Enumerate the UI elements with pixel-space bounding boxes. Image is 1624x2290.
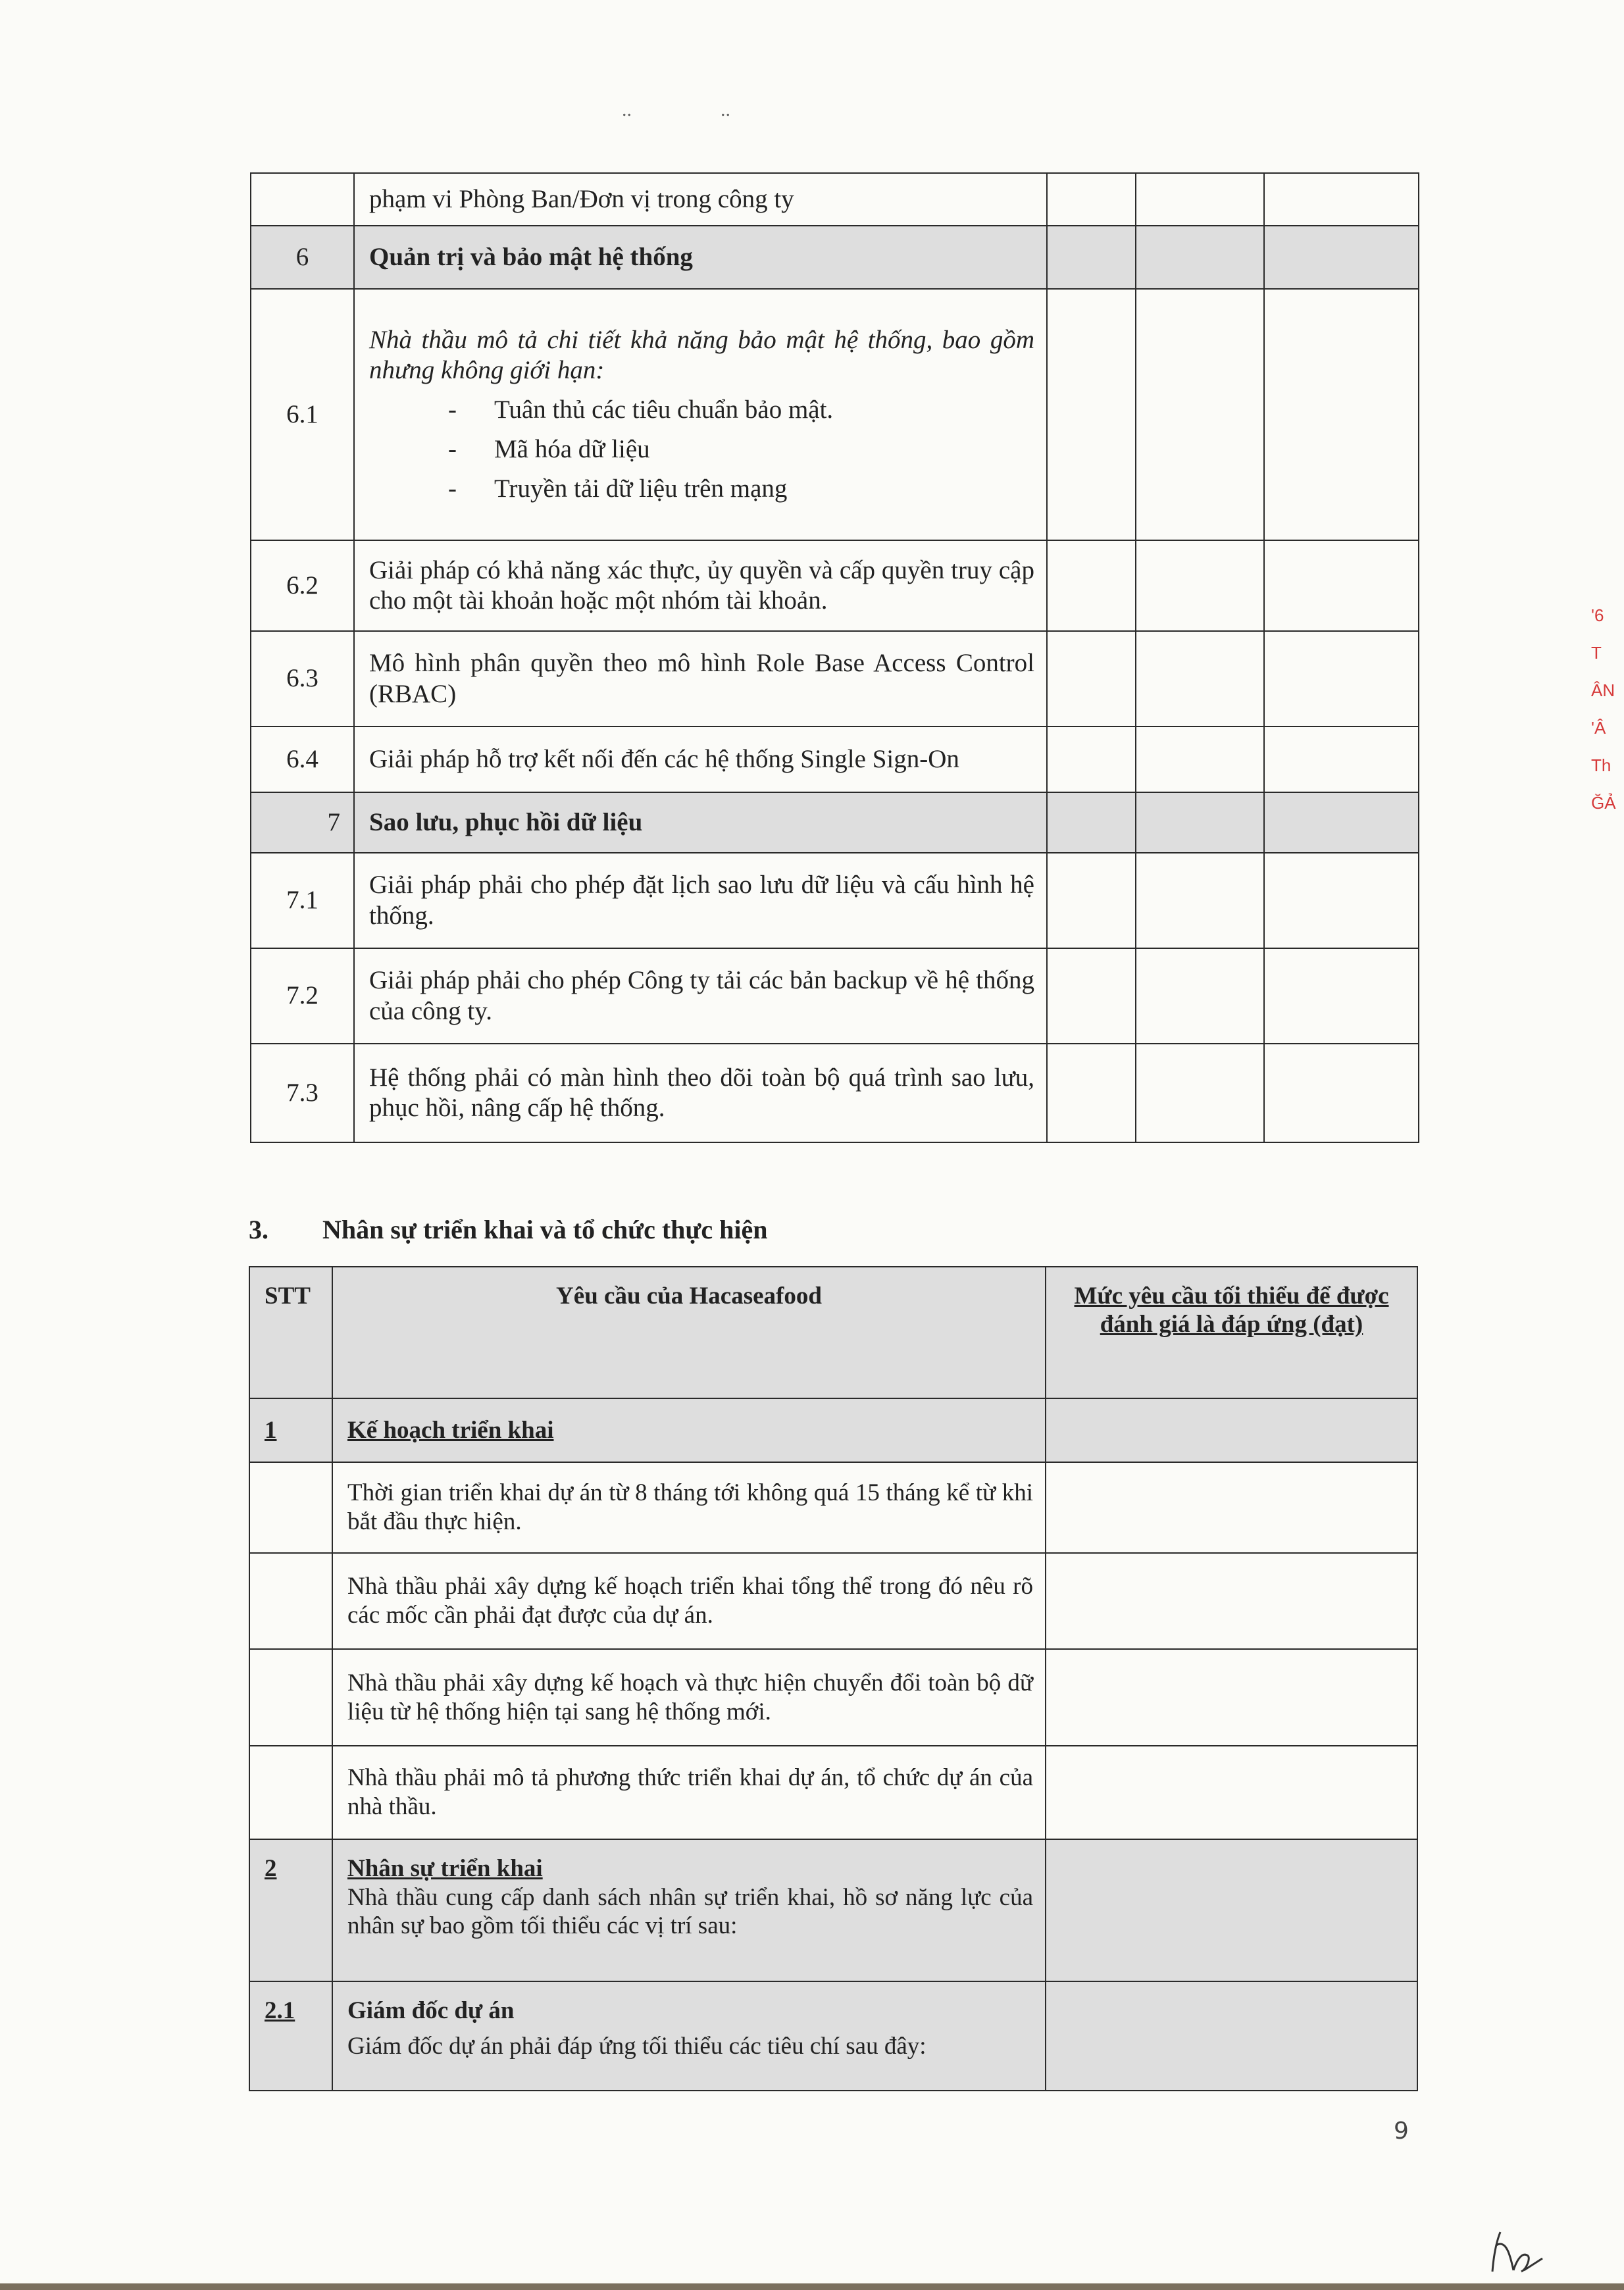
header-requirement: Yêu cầu của Hacaseafood: [332, 1267, 1046, 1398]
row-num: 1: [249, 1398, 332, 1462]
row-num: 7: [251, 792, 354, 853]
section-heading: [249, 1214, 768, 1245]
section-title: Sao lưu, phục hồi dữ liệu: [354, 792, 1047, 853]
row-num: 7.2: [251, 948, 354, 1044]
row-text: Giải pháp phải cho phép đặt lịch sao lưu dữ liệu và cấu hình hệ thống.: [354, 853, 1047, 948]
scan-bottom-edge: [0, 2283, 1624, 2290]
table-row: [249, 1553, 1417, 1649]
table-row-section-1: [249, 1398, 1417, 1462]
row-text: phạm vi Phòng Ban/Đơn vị trong công ty: [354, 173, 1047, 226]
row-text: Hệ thống phải có màn hình theo dõi toàn bộ quá trình sao lưu, phục hồi, nâng cấp hệ thống.: [354, 1044, 1047, 1142]
table-row-6-1: [251, 289, 1419, 540]
table-row-6-2: [251, 540, 1419, 631]
signature-initials: [1487, 2219, 1546, 2278]
row-text: Giải pháp có khả năng xác thực, ủy quyền và cấp quyền truy cập cho một tài khoản hoặc một nhóm tài khoản.: [354, 540, 1047, 631]
bullet-item: - Tuân thủ các tiêu chuẩn bảo mật.: [448, 395, 1034, 425]
row-text: Nhà thầu phải mô tả phương thức triển khai dự án, tổ chức dự án của nhà thầu.: [332, 1746, 1046, 1839]
row-num: 6.2: [251, 540, 354, 631]
bullet-dash: -: [448, 474, 457, 503]
table-row-6-4: [251, 726, 1419, 792]
section-title: Giám đốc dự án: [347, 1997, 515, 2024]
row-text: Mô hình phân quyền theo mô hình Role Base Access Control (RBAC): [354, 631, 1047, 726]
row-text: Nhà thầu phải xây dựng kế hoạch triển khai tổng thể trong đó nêu rõ các mốc cần phải đạt được của dự án.: [332, 1553, 1046, 1649]
section-title: Quản trị và bảo mật hệ thống: [354, 226, 1047, 289]
row-text: Giám đốc dự án phải đáp ứng tối thiểu các tiêu chí sau đây:: [347, 2032, 926, 2060]
requirements-table-personnel: [249, 1266, 1418, 2091]
section-number: 3.: [249, 1215, 268, 1244]
row-text: Nhà thầu phải xây dựng kế hoạch và thực hiện chuyển đổi toàn bộ dữ liệu từ hệ thống hiện tại sang hệ thống mới.: [332, 1649, 1046, 1746]
row-num: 6.4: [251, 726, 354, 792]
table-row: [249, 1649, 1417, 1746]
table-row-section-2-1: [249, 1981, 1417, 2091]
row-num: 2.1: [249, 1981, 332, 2091]
table-row-7-3: [251, 1044, 1419, 1142]
table-row-7-1: [251, 853, 1419, 948]
row-intro: Nhà thầu mô tả chi tiết khả năng bảo mật hệ thống, bao gồm nhưng không giới hạn:: [369, 325, 1034, 384]
row-num: 7.1: [251, 853, 354, 948]
row-text: Giải pháp hỗ trợ kết nối đến các hệ thống Single Sign-On: [354, 726, 1047, 792]
scan-dots-2: ..: [721, 99, 730, 120]
requirements-table-top: [250, 172, 1419, 1143]
row-num: 6.3: [251, 631, 354, 726]
red-stamp-fragment: '6 T ÂN 'Â Th ĞẢ: [1591, 605, 1616, 813]
table-header: [249, 1267, 1417, 1398]
table-row: [249, 1746, 1417, 1839]
row-text: Thời gian triển khai dự án từ 8 tháng tới không quá 15 tháng kể từ khi bắt đầu thực hiện.: [332, 1462, 1046, 1553]
table-row: [249, 1462, 1417, 1553]
page-number: 9: [1394, 2118, 1409, 2145]
bullet-item: - Mã hóa dữ liệu: [448, 434, 1034, 465]
scan-dots-1: ..: [622, 99, 632, 120]
row-num: 7.3: [251, 1044, 354, 1142]
row-text: Giải pháp phải cho phép Công ty tải các bản backup về hệ thống của công ty.: [354, 948, 1047, 1044]
section-title: Nhân sự triển khai và tổ chức thực hiện: [322, 1215, 768, 1244]
row-num: 6.1: [251, 289, 354, 540]
bullet-item: - Truyền tải dữ liệu trên mạng: [448, 474, 1034, 504]
row-text: Nhà thầu cung cấp danh sách nhân sự triển khai, hồ sơ năng lực của nhân sự bao gồm tối thiểu các vị trí sau:: [347, 1883, 1033, 1940]
row-num: 2: [249, 1839, 332, 1981]
table-row-section-7: [251, 792, 1419, 853]
table-row-7-2: [251, 948, 1419, 1044]
table-row-section-6: [251, 226, 1419, 289]
table-row: [251, 173, 1419, 226]
table-row-6-3: [251, 631, 1419, 726]
bullet-dash: -: [448, 435, 457, 463]
row-num: 6: [251, 226, 354, 289]
header-min-requirement: Mức yêu cầu tối thiểu để được đánh giá là đáp ứng (đạt): [1046, 1267, 1417, 1398]
header-stt: STT: [249, 1267, 332, 1398]
table-row-section-2: [249, 1839, 1417, 1981]
section-title: Kế hoạch triển khai: [332, 1398, 1046, 1462]
section-title: Nhân sự triển khai: [347, 1855, 543, 1882]
bullet-dash: -: [448, 395, 457, 424]
